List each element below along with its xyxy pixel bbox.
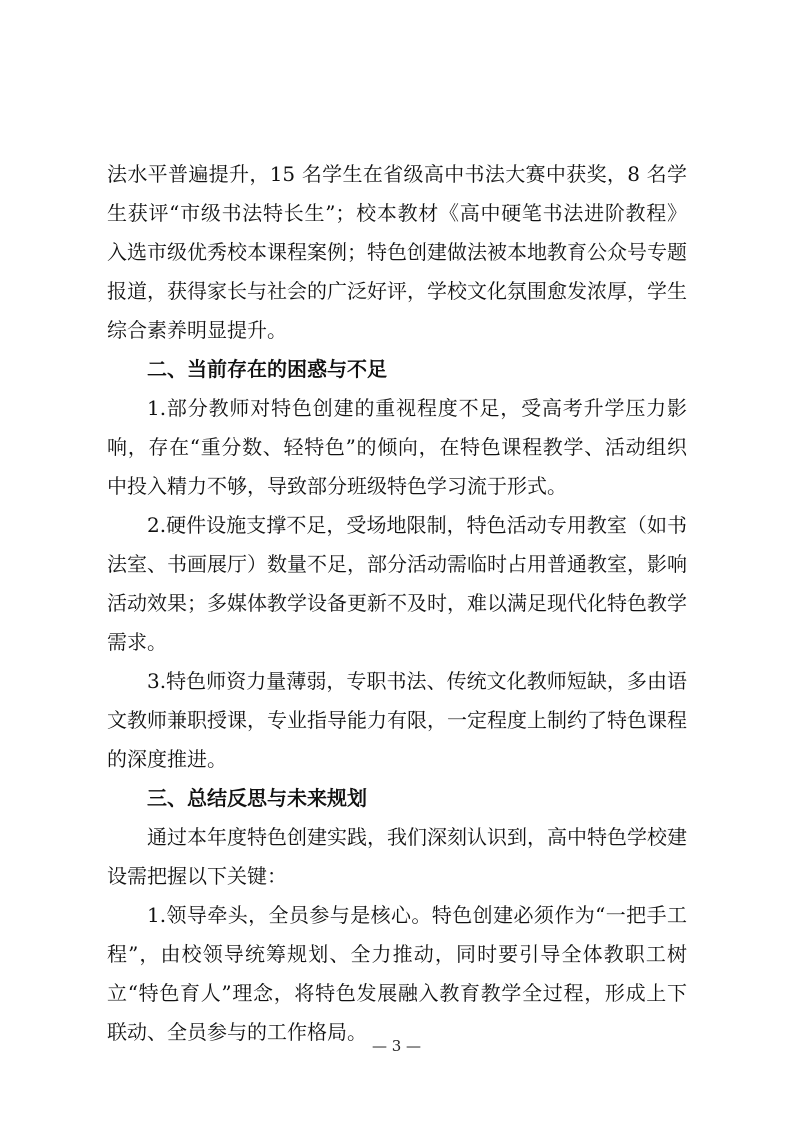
body-paragraph: 2.硬件设施支撑不足，受场地限制，特色活动专用教室（如书法室、书画展厅）数量不足，部分活动需临时占用普通教室，影响活动效果；多媒体教学设备更新不及时，难以满足现代化特色教学需求。 [107, 513, 687, 654]
body-paragraph: 1.部分教师对特色创建的重视程度不足，受高考升学压力影响，存在“重分数、轻特色”的倾向，在特色课程教学、活动组织中投入精力不够，导致部分班级特色学习流于形式。 [107, 396, 687, 498]
section-heading-3: 三、总结反思与未来规划 [147, 786, 367, 810]
body-paragraph: 3.特色师资力量薄弱，专职书法、传统文化教师短缺，多由语文教师兼职授课，专业指导能力有限，一定程度上制约了特色课程的深度推进。 [107, 669, 687, 771]
document-body [107, 155, 687, 1052]
body-paragraph: 通过本年度特色创建实践，我们深刻认识到，高中特色学校建设需把握以下关键： [107, 825, 687, 888]
section-heading-2: 二、当前存在的困惑与不足 [147, 357, 387, 381]
body-paragraph: 1.领导牵头，全员参与是核心。特色创建必须作为“一把手工程”，由校领导统筹规划、全力推动，同时要引导全体教职工树立“特色育人”理念，将特色发展融入教育教学全过程，形成上下联动、全员参与的工作格局。 [107, 903, 687, 1044]
page-number: — 3 — [371, 1037, 422, 1055]
body-paragraph-continued: 法水平普遍提升，15 名学生在省级高中书法大赛中获奖，8 名学生获评“市级书法特长生”；校本教材《高中硬笔书法进阶教程》入选市级优秀校本课程案例；特色创建做法被本地教育公众号专题报道，获得家长与社会的广泛好评，学校文化氛围愈发浓厚，学生综合素养明显提升。 [107, 162, 687, 342]
